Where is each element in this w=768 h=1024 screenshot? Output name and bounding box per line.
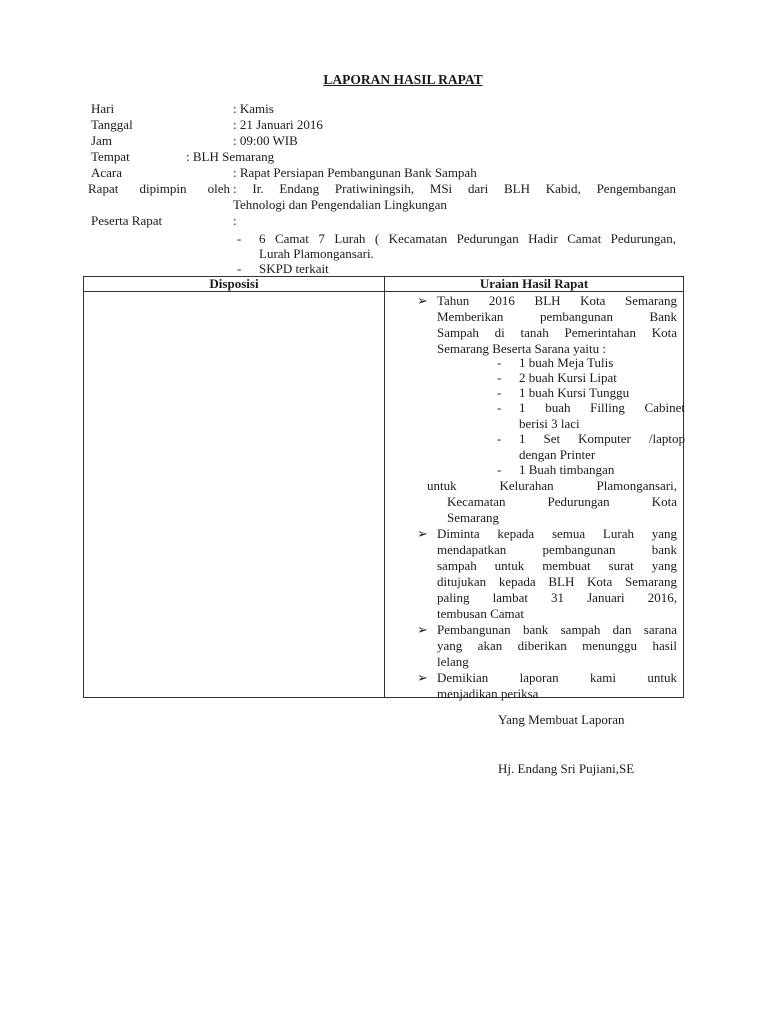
sarana-text: 2 buah Kursi Lipat [519,370,617,385]
sarana-text: 1 buah Meja Tulis [519,355,614,370]
sarana-dash: - [497,355,502,370]
value-tempat: : BLH Semarang [186,149,275,164]
point-2 [437,526,677,622]
untuk-line [447,494,677,510]
label-peserta: Peserta Rapat [91,213,163,228]
point-line: Semarang Beserta Sarana yaitu : [437,341,606,356]
untuk-text: untuk Kelurahan Plamongansari, [427,478,677,493]
peserta-colon: : [233,213,237,228]
arrow-bullet-icon: ➢ [417,293,428,308]
point-line: paling lambat 31 Januari 2016, [437,590,677,605]
point-4 [437,670,677,702]
sarana-text: berisi 3 laci [519,416,580,431]
point-line: Tahun 2016 BLH Kota Semarang [437,293,677,308]
label-acara: Acara [91,165,123,180]
value-jam: : 09:00 WIB [233,133,298,148]
uraian-cell [385,292,685,701]
sarana-dash: - [497,385,502,400]
value-pimpinan-line1: : Ir. Endang Pratiwiningsih, MSi dari BLH Kabid, Pengembangan [233,181,676,196]
untuk-text: Semarang [447,510,499,525]
sarana-text: 1 Buah timbangan [519,462,615,477]
arrow-bullet-icon: ➢ [417,622,428,637]
header-uraian: Uraian Hasil Rapat [385,277,684,292]
sarana-text: dengan Printer [519,447,596,462]
point-line: Demikian laporan kami untuk [437,670,677,685]
report-title: LAPORAN HASIL RAPAT [323,72,483,87]
point-1 [437,293,677,357]
arrow-bullet-icon: ➢ [417,670,428,685]
hasil-rapat-table [83,276,685,701]
sarana-dash: - [497,431,502,446]
label-pimpinan: Rapat dipimpin oleh [88,181,230,196]
sarana-text: 1 Set Komputer /laptop [519,431,685,446]
label-tanggal: Tanggal [91,117,133,132]
value-hari: : Kamis [233,101,274,116]
signature-name: Hj. Endang Sri Pujiani,SE [498,761,635,776]
point-line: Diminta kepada semua Lurah yang [437,526,677,541]
label-hari: Hari [91,101,115,116]
value-tanggal: : 21 Januari 2016 [233,117,323,132]
untuk-text: Kecamatan Pedurungan Kota [447,494,677,509]
point-line: ditujukan kepada BLH Kota Semarang [437,574,677,589]
sarana-dash: - [497,462,502,477]
header-disposisi: Disposisi [84,277,385,292]
point-line: mendapatkan pembangunan bank [437,542,677,557]
point-line: tembusan Camat [437,606,525,621]
untuk-line [427,478,677,494]
peserta-dash: - [237,261,242,276]
point-line: lelang [437,654,469,669]
arrow-bullet-icon: ➢ [417,526,428,541]
peserta-item-line1: 6 Camat 7 Lurah ( Kecamatan Pedurungan Hadir Camat Pedurungan, [259,231,676,246]
label-jam: Jam [91,133,112,148]
sarana-dash: - [497,400,502,415]
point-3 [437,622,677,670]
peserta-item-line2: Lurah Plamongansari. [259,246,374,261]
point-line: Sampah di tanah Pemerintahan Kota [437,325,677,340]
point-line: menjadikan periksa [437,686,539,701]
label-tempat: Tempat [91,149,130,164]
sarana-text: 1 buah Filling Cabinet [519,400,685,415]
point-line: Pembangunan bank sampah dan sarana [437,622,677,637]
point-line: sampah untuk membuat surat yang [437,558,677,573]
peserta-dash: - [237,231,242,246]
sarana-dash: - [497,370,502,385]
point-line: Memberikan pembangunan Bank [437,309,677,324]
value-acara: : Rapat Persiapan Pembangunan Bank Sampah [233,165,477,180]
value-pimpinan-line2: Tehnologi dan Pengendalian Lingkungan [233,197,447,212]
peserta-item-line1: SKPD terkait [259,261,329,276]
disposisi-cell [84,292,385,698]
point-line: yang akan diberikan menunggu hasil [437,638,677,653]
signature-label: Yang Membuat Laporan [498,712,625,727]
sarana-text: 1 buah Kursi Tunggu [519,385,630,400]
